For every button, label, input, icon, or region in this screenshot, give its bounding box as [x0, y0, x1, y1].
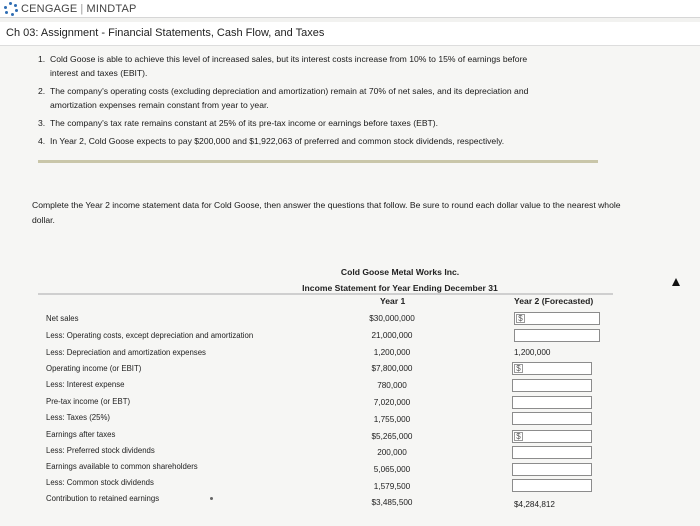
statement-rule [38, 293, 613, 295]
row-label-common-dividends: Less: Common stock dividends [46, 478, 154, 487]
conditions-list [38, 52, 598, 152]
year2-taxes-input[interactable] [512, 412, 592, 425]
row-label-ebit: Operating income (or EBIT) [46, 364, 142, 373]
mouse-cursor-icon [672, 278, 680, 286]
year1-preferred-dividends: 200,000 [377, 448, 407, 457]
assignment-title: Ch 03: Assignment - Financial Statements, Cash Flow, and Taxes [0, 22, 700, 46]
year2-common-dividends-input[interactable] [512, 479, 592, 492]
dollar-sign: $ [516, 314, 525, 323]
section-divider [38, 160, 598, 163]
condition-item: 3. The company's tax rate remains constant at 25% of its pre-tax income or earnings before taxes (EBT). [38, 118, 439, 128]
row-label-operating-costs: Less: Operating costs, except depreciation and amortization [46, 331, 254, 340]
year1-retained-earnings: $3,485,500 [371, 498, 413, 507]
row-label-ebt: Pre-tax income (or EBT) [46, 397, 131, 406]
cengage-logo-icon [4, 2, 18, 16]
year2-net-sales-input[interactable] [514, 312, 600, 325]
row-label-preferred-dividends: Less: Preferred stock dividends [46, 446, 155, 455]
cursor-dot [210, 497, 213, 500]
year1-common-dividends: 1,579,500 [373, 482, 411, 491]
year2-retained-earnings: $4,284,812 [514, 500, 555, 509]
row-label-taxes: Less: Taxes (25%) [46, 413, 110, 422]
year1-ebt: 7,020,000 [373, 398, 411, 407]
year2-earnings-after-taxes-input[interactable] [512, 430, 592, 443]
year2-operating-costs-input[interactable] [514, 329, 600, 342]
year2-earnings-common-input[interactable] [512, 463, 592, 476]
year1-operating-costs: 21,000,000 [371, 331, 413, 340]
condition-item: 4. In Year 2, Cold Goose expects to pay $200,000 and $1,922,063 of preferred and common stock dividends, respectively. [38, 136, 505, 146]
condition-item: 2. The company's operating costs (excluding depreciation and amortization) remain at 70% of net sales, and its depreciation and amortization expenses remain constant from year to year. [38, 86, 529, 110]
condition-item: 1. Cold Goose is able to achieve this level of increased sales, but its interest costs increase from 10% to 15% of earnings before interest and taxes (EBIT). [38, 54, 528, 78]
row-label-retained-earnings: Contribution to retained earnings [46, 494, 160, 503]
brand[interactable]: CENGAGE | MINDTAP [21, 2, 137, 15]
year2-ebit-input[interactable] [512, 362, 592, 375]
year1-ebit: $7,800,000 [371, 364, 413, 373]
row-label-earnings-after-taxes: Earnings after taxes [46, 430, 116, 439]
statement-heading [250, 264, 550, 296]
year2-preferred-dividends-input[interactable] [512, 446, 592, 459]
row-label-depreciation: Less: Depreciation and amortization expenses [46, 348, 206, 357]
row-label-interest: Less: Interest expense [46, 380, 125, 389]
col-header-year1: Year 1 [380, 296, 406, 306]
dollar-sign: $ [514, 364, 523, 373]
row-label-earnings-common: Earnings available to common shareholders [46, 462, 198, 471]
dollar-sign: $ [514, 432, 523, 441]
year1-net-sales: $30,000,000 [369, 314, 415, 323]
brand-primary: CENGAGE [21, 2, 78, 15]
year2-depreciation: 1,200,000 [514, 348, 551, 357]
year2-ebt-input[interactable] [512, 396, 592, 409]
year1-interest: 780,000 [377, 381, 407, 390]
year2-interest-input[interactable] [512, 379, 592, 392]
content-panel [0, 46, 700, 526]
col-header-year2: Year 2 (Forecasted) [514, 296, 594, 306]
year1-earnings-common: 5,065,000 [373, 465, 411, 474]
year1-earnings-after-taxes: $5,265,000 [371, 432, 413, 441]
top-bar [0, 0, 700, 18]
row-label-net-sales: Net sales [46, 314, 79, 323]
year1-taxes: 1,755,000 [373, 415, 411, 424]
statement-title: Income Statement for Year Ending December 31 [302, 283, 498, 293]
instructions-text: Complete the Year 2 income statement data for Cold Goose, then answer the questions that follow. Be sure to round each dollar value to the nearest whole dollar. [32, 200, 621, 225]
company-name: Cold Goose Metal Works Inc. [340, 267, 460, 277]
year1-depreciation: 1,200,000 [373, 348, 411, 357]
brand-secondary: MINDTAP [86, 2, 137, 15]
